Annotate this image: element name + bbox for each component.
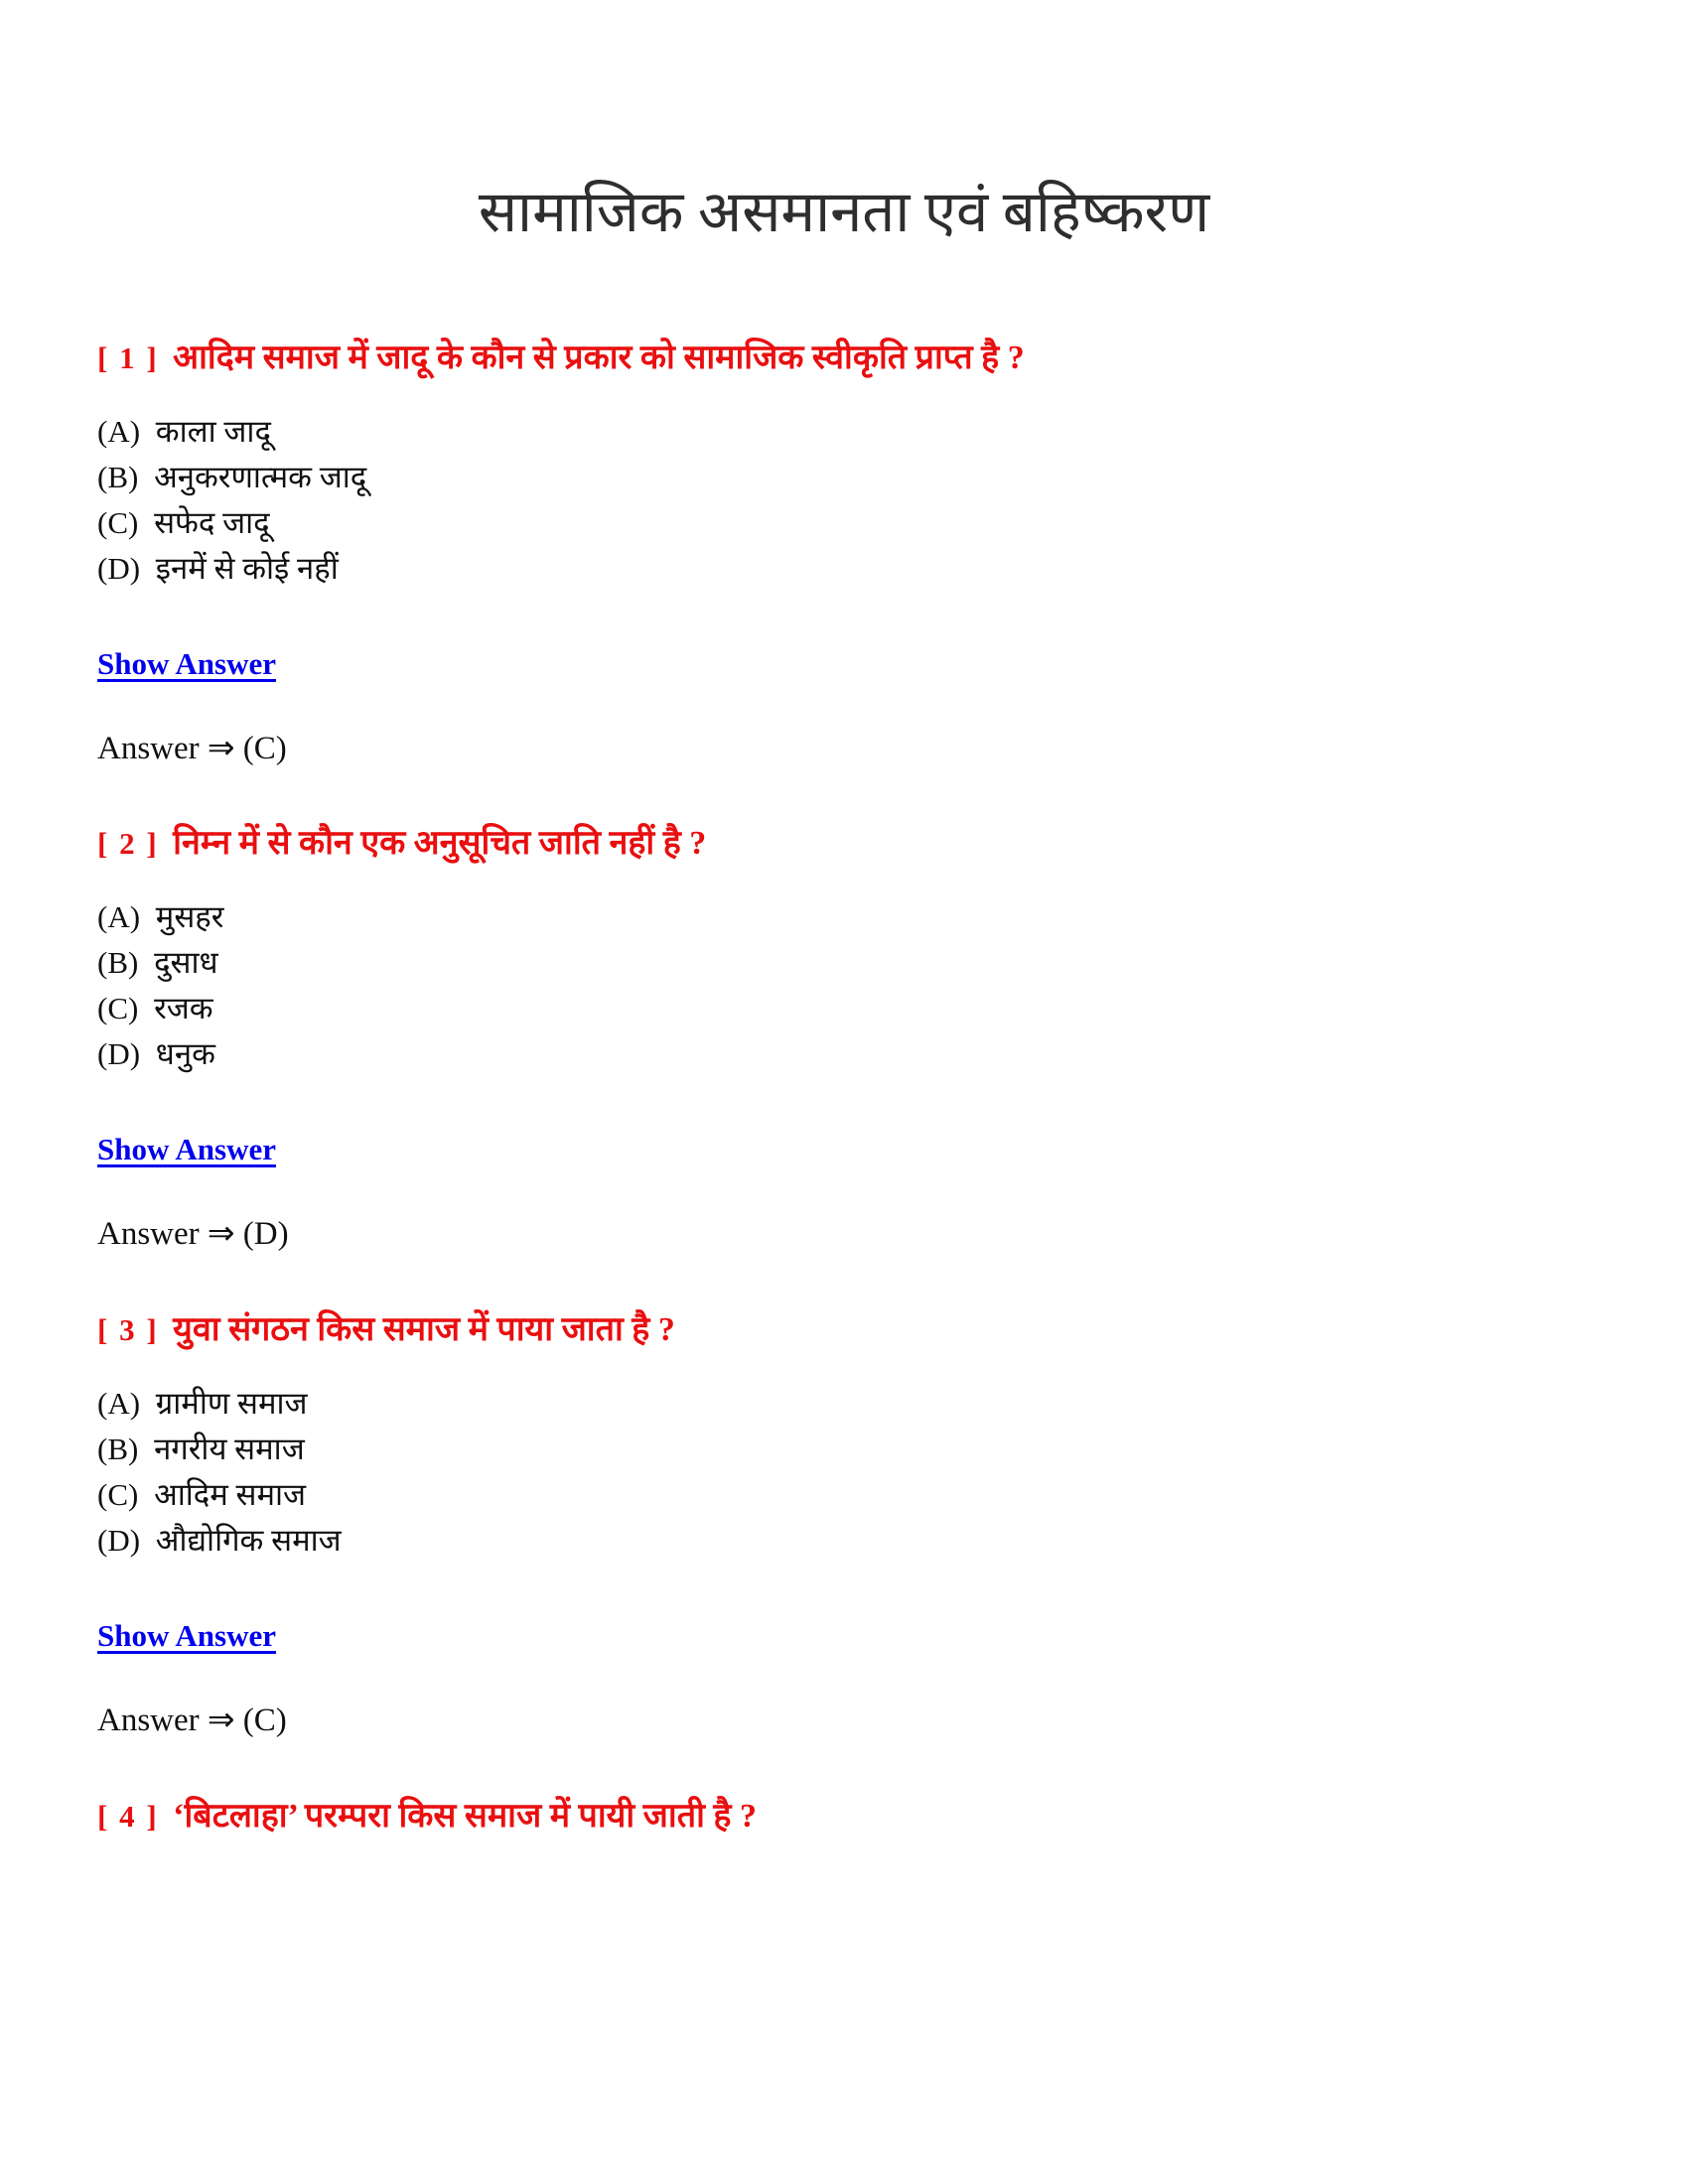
option-label: (B) bbox=[97, 459, 139, 494]
show-answer-link[interactable]: Show Answer bbox=[97, 1132, 277, 1167]
option-a bbox=[97, 1381, 1591, 1427]
option-text: अनुकरणात्मक जादू bbox=[154, 459, 367, 494]
option-d bbox=[97, 1518, 1591, 1564]
answer-text: Answer ⇒ (C) bbox=[97, 1703, 287, 1739]
question-block-1 bbox=[97, 333, 1591, 769]
option-text: रजक bbox=[154, 991, 213, 1026]
question-text: ‘बिटलाहा’ परम्परा किस समाज में पायी जाती है ? bbox=[173, 1797, 757, 1835]
page-title: सामाजिक असमानता एवं बहिष्करण bbox=[478, 180, 1210, 244]
answer-text: Answer ⇒ (C) bbox=[97, 730, 287, 766]
question-number: [ 3 ] bbox=[97, 1312, 159, 1348]
question-3-heading bbox=[97, 1304, 1591, 1355]
question-number: [ 1 ] bbox=[97, 340, 159, 375]
show-answer-row bbox=[97, 1131, 1591, 1167]
options-list bbox=[97, 1381, 1591, 1564]
option-label: (B) bbox=[97, 945, 139, 981]
option-text: मुसहर bbox=[155, 899, 224, 935]
option-b bbox=[97, 455, 1591, 500]
option-text: आदिम समाज bbox=[154, 1477, 307, 1513]
option-c bbox=[97, 986, 1591, 1031]
option-d bbox=[97, 1031, 1591, 1077]
question-text: निम्न में से कौन एक अनुसूचित जाति नहीं है ? bbox=[173, 825, 707, 863]
option-text: काला जादू bbox=[155, 413, 271, 449]
option-a bbox=[97, 894, 1591, 940]
option-label: (A) bbox=[97, 899, 141, 935]
option-c bbox=[97, 1472, 1591, 1518]
question-block-3 bbox=[97, 1304, 1591, 1741]
option-label: (A) bbox=[97, 413, 141, 449]
question-2-heading bbox=[97, 818, 1591, 869]
option-b bbox=[97, 1427, 1591, 1472]
option-label: (D) bbox=[97, 1523, 141, 1559]
option-label: (D) bbox=[97, 1036, 141, 1072]
option-text: ग्रामीण समाज bbox=[155, 1386, 308, 1422]
option-text: नगरीय समाज bbox=[154, 1432, 305, 1467]
question-block-4 bbox=[97, 1791, 1591, 1842]
show-answer-row bbox=[97, 1617, 1591, 1654]
option-label: (B) bbox=[97, 1432, 139, 1467]
question-block-2 bbox=[97, 818, 1591, 1255]
options-list bbox=[97, 894, 1591, 1077]
question-text: आदिम समाज में जादू के कौन से प्रकार को सामाजिक स्वीकृति प्राप्त है ? bbox=[173, 339, 1025, 376]
options-list bbox=[97, 409, 1591, 592]
option-c bbox=[97, 500, 1591, 546]
option-text: धनुक bbox=[155, 1036, 215, 1072]
show-answer-link[interactable]: Show Answer bbox=[97, 645, 277, 681]
option-label: (D) bbox=[97, 550, 141, 586]
show-answer-row bbox=[97, 645, 1591, 682]
option-label: (C) bbox=[97, 991, 139, 1026]
question-1-heading bbox=[97, 333, 1591, 383]
question-4-heading bbox=[97, 1791, 1591, 1842]
option-label: (C) bbox=[97, 504, 139, 540]
option-b bbox=[97, 940, 1591, 986]
option-label: (C) bbox=[97, 1477, 139, 1513]
option-d bbox=[97, 546, 1591, 592]
option-text: दुसाध bbox=[154, 945, 218, 981]
option-text: सफेद जादू bbox=[154, 504, 270, 540]
option-text: इनमें से कोई नहीं bbox=[155, 550, 339, 586]
option-label: (A) bbox=[97, 1386, 141, 1422]
question-number: [ 2 ] bbox=[97, 826, 159, 862]
option-text: औद्योगिक समाज bbox=[155, 1523, 342, 1559]
question-number: [ 4 ] bbox=[97, 1798, 159, 1834]
show-answer-link[interactable]: Show Answer bbox=[97, 1618, 277, 1654]
question-text: युवा संगठन किस समाज में पाया जाता है ? bbox=[173, 1311, 675, 1349]
answer-text: Answer ⇒ (D) bbox=[97, 1216, 289, 1253]
option-a bbox=[97, 409, 1591, 455]
